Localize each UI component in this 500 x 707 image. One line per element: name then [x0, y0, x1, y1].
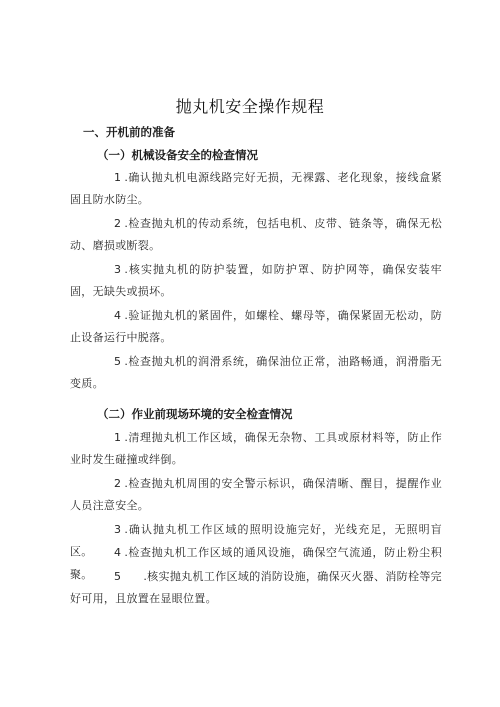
list-item: [70, 566, 442, 610]
item-number: 5: [114, 355, 122, 368]
item-number: 5: [114, 570, 122, 583]
subsection-heading-equipment-check: （一）机械设备安全的检查情况: [97, 148, 258, 162]
item-number: 4: [114, 309, 122, 322]
item-text: .检查抛丸机工作区域的通风设施，确保空气流通，防止粉尘积聚。: [70, 546, 442, 581]
list-item: [70, 167, 442, 211]
item-number: 4: [114, 546, 122, 559]
document-title: 抛丸机安全操作规程: [175, 97, 325, 116]
item-number: 1: [114, 171, 122, 184]
item-text: .核实抛丸机工作区域的消防设施，确保灭火器、消防栓等完好可用，且放置在显眼位置。: [70, 570, 442, 605]
item-number: 3: [114, 523, 122, 536]
list-item: [70, 473, 442, 517]
item-number: 2: [114, 217, 122, 230]
item-number: 2: [114, 477, 122, 490]
item-text: .核实抛丸机的防护装置，如防护罩、防护网等，确保安装牢固，无缺失或损坏。: [70, 263, 442, 298]
item-text: .检查抛丸机的传动系统，包括电机、皮带、链条等，确保无松动、磨损或断裂。: [70, 217, 442, 252]
item-number: 1: [114, 431, 122, 444]
list-item: [70, 351, 442, 395]
item-text: .清理抛丸机工作区域，确保无杂物、工具或原材料等，防止作业时发生碰撞或绊倒。: [70, 431, 442, 466]
list-item: [70, 259, 442, 303]
item-text: .确认抛丸机电源线路完好无损，无裸露、老化现象，接线盒紧固且防水防尘。: [70, 171, 442, 206]
item-number: 3: [114, 263, 122, 276]
list-item: [70, 305, 442, 349]
list-item: [70, 427, 442, 471]
subsection-heading-environment-check: （二）作业前现场环境的安全检查情况: [97, 407, 293, 421]
item-text: .确认抛丸机工作区域的照明设施完好，光线充足，无照明盲区。: [70, 523, 442, 558]
item-text: .检查抛丸机周围的安全警示标识，确保清晰、醒目，提醒作业人员注意安全。: [70, 477, 442, 512]
section-heading-preparation: 一、开机前的准备: [83, 125, 175, 139]
item-text: .验证抛丸机的紧固件，如螺栓、螺母等，确保紧固无松动，防止设备运行中脱落。: [70, 309, 442, 344]
item-text: .检查抛丸机的润滑系统，确保油位正常，油路畅通，润滑脂无变质。: [70, 355, 442, 390]
list-item: [70, 213, 442, 257]
